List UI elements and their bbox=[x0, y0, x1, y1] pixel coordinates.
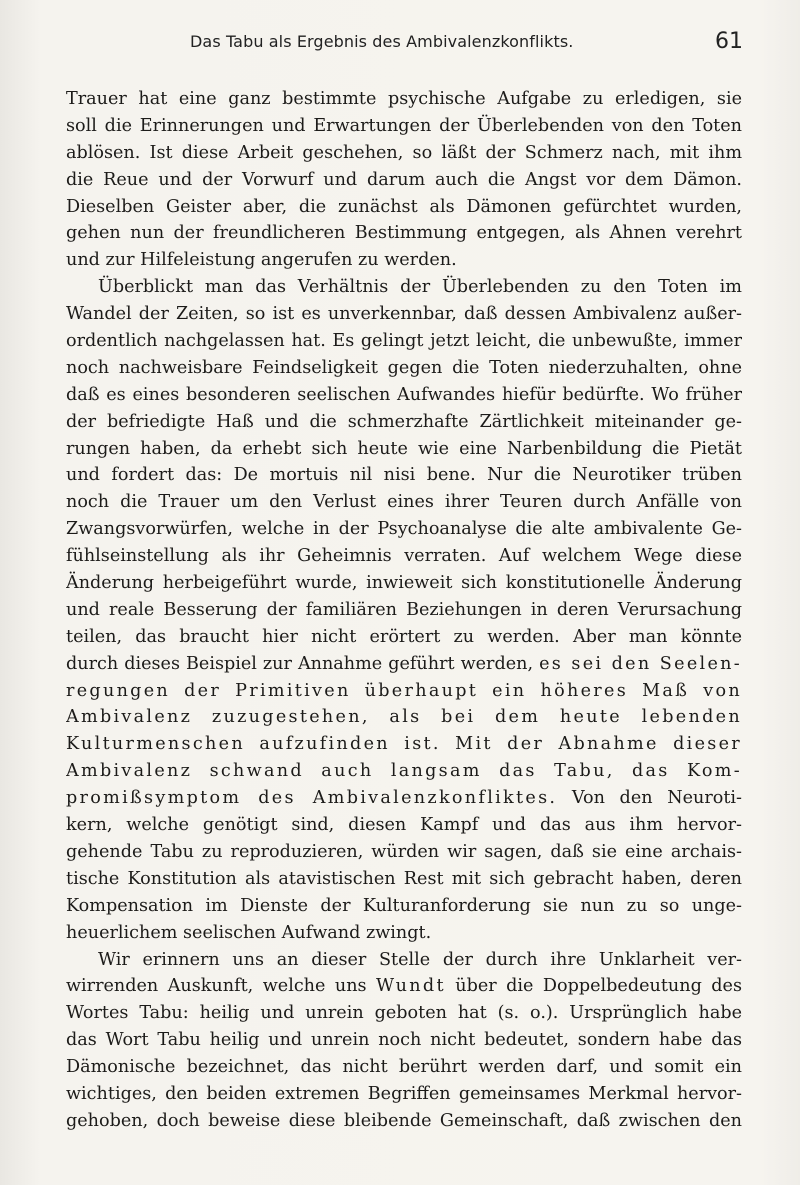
text-line bbox=[66, 1054, 742, 1081]
emphasized-text: es sei den Seelen- bbox=[539, 653, 742, 674]
body-text bbox=[66, 86, 742, 1135]
text-line bbox=[66, 758, 742, 785]
emphasized-text: promißsymptom des Ambivalenzkonfliktes. bbox=[66, 788, 558, 809]
text-line bbox=[66, 436, 742, 463]
text-line bbox=[66, 731, 742, 758]
page-number: 61 bbox=[715, 29, 743, 54]
line-text: ablösen. Ist diese Arbeit geschehen, so läßt der Schmerz nach, mit ihm bbox=[66, 142, 742, 163]
text-line bbox=[66, 489, 742, 516]
line-text: kern, welche genötigt sind, diesen Kampf und das aus ihm hervor- bbox=[66, 815, 742, 836]
text-line bbox=[66, 651, 742, 678]
line-text: fühlseinstellung als ihr Geheimnis verraten. Auf welchem Wege diese bbox=[66, 546, 742, 567]
text-line bbox=[66, 1108, 742, 1135]
line-text: Kompensation im Dienste der Kulturanforderung sie nun zu so unge- bbox=[66, 895, 742, 916]
page-header bbox=[70, 29, 743, 62]
text-line bbox=[66, 893, 742, 920]
text-line bbox=[66, 543, 742, 570]
text-line bbox=[66, 704, 742, 731]
line-text: teilen, das braucht hier nicht erörtert zu werden. Aber man könnte bbox=[66, 626, 742, 647]
text-line bbox=[66, 355, 742, 382]
line-text: daß es eines besonderen seelischen Aufwandes hiefür bedürfte. Wo früher bbox=[66, 384, 742, 405]
text-line bbox=[66, 516, 742, 543]
text-line bbox=[66, 1081, 742, 1108]
line-text: wirrenden Auskunft, welche uns bbox=[66, 976, 367, 997]
line-text: noch nachweisbare Feindseligkeit gegen die Toten niederzuhalten, ohne bbox=[66, 357, 742, 378]
text-line bbox=[66, 947, 742, 974]
line-text: und fordert das: De mortuis nil nisi bene. Nur die Neurotiker trüben bbox=[66, 465, 742, 486]
text-line bbox=[66, 409, 742, 436]
line-text: und zur Hilfeleistung angerufen zu werden. bbox=[66, 250, 457, 271]
text-line bbox=[66, 113, 742, 140]
line-text: tische Konstitution als atavistischen Rest mit sich gebracht haben, deren bbox=[66, 868, 742, 889]
line-text: Überblickt man das Verhältnis der Überlebenden zu den Toten im bbox=[98, 277, 742, 298]
line-text: Wortes Tabu: heilig und unrein geboten hat (s. o.). Ursprünglich habe bbox=[66, 1003, 742, 1024]
text-line bbox=[66, 274, 742, 301]
line-text: heuerlichem seelischen Aufwand zwingt. bbox=[66, 922, 432, 943]
text-line bbox=[66, 597, 742, 624]
line-text: Wir erinnern uns an dieser Stelle der durch ihre Unklarheit ver- bbox=[98, 949, 742, 970]
line-text: der befriedigte Haß und die schmerzhafte Zärtlichkeit miteinander ge- bbox=[66, 411, 742, 432]
text-line bbox=[66, 866, 742, 893]
text-line bbox=[66, 812, 742, 839]
running-title: Das Tabu als Ergebnis des Ambivalenzkonflikts. bbox=[190, 32, 574, 51]
text-line bbox=[66, 328, 742, 355]
line-text: rungen haben, da erhebt sich heute wie eine Narbenbildung die Pietät bbox=[66, 438, 742, 459]
text-line bbox=[66, 167, 742, 194]
text-line bbox=[66, 86, 742, 113]
emphasized-text: regungen der Primitiven überhaupt ein höheres Maß von bbox=[66, 680, 742, 701]
text-line bbox=[66, 1027, 742, 1054]
line-text: die Reue und der Vorwurf und darum auch die Angst vor dem Dämon. bbox=[66, 169, 742, 190]
line-text: gehoben, doch beweise diese bleibende Gemeinschaft, daß zwischen den bbox=[66, 1110, 742, 1131]
text-line bbox=[66, 839, 742, 866]
text-line bbox=[66, 382, 742, 409]
text-line bbox=[66, 1000, 742, 1027]
text-line bbox=[66, 247, 742, 274]
text-line bbox=[66, 785, 742, 812]
text-line bbox=[66, 462, 742, 489]
text-line bbox=[66, 624, 742, 651]
emphasized-text: Kulturmenschen aufzufinden ist. Mit der Abnahme dieser bbox=[66, 734, 742, 755]
line-text: Dieselben Geister aber, die zunächst als Dämonen gefürchtet wurden, bbox=[66, 196, 742, 217]
text-line bbox=[66, 194, 742, 221]
line-text: das Wort Tabu heilig und unrein noch nicht bedeutet, sondern habe das bbox=[66, 1030, 742, 1051]
text-line bbox=[66, 140, 742, 167]
line-text: wichtiges, den beiden extremen Begriffen gemeinsames Merkmal hervor- bbox=[66, 1083, 742, 1104]
emphasized-text: Ambivalenz schwand auch langsam das Tabu, das Kom- bbox=[66, 761, 742, 782]
line-text: gehen nun der freundlicheren Bestimmung entgegen, als Ahnen verehrt bbox=[66, 223, 742, 244]
line-text: Dämonische bezeichnet, das nicht berührt werden darf, und somit ein bbox=[66, 1057, 742, 1078]
line-text: ordentlich nachgelassen hat. Es gelingt jetzt leicht, die unbewußte, immer bbox=[66, 331, 742, 352]
text-line bbox=[66, 920, 742, 947]
line-text: und reale Besserung der familiären Beziehungen in deren Verursachung bbox=[66, 599, 742, 620]
line-text: Wandel der Zeiten, so ist es unverkennbar, daß dessen Ambivalenz außer- bbox=[66, 304, 742, 325]
line-text: soll die Erinnerungen und Erwartungen der Überlebenden von den Toten bbox=[66, 115, 742, 136]
text-line bbox=[66, 301, 742, 328]
text-line bbox=[66, 220, 742, 247]
line-text: über die Doppelbedeutung des bbox=[455, 976, 742, 997]
text-line bbox=[66, 678, 742, 705]
text-line bbox=[66, 570, 742, 597]
line-text: Trauer hat eine ganz bestimmte psychische Aufgabe zu erledigen, sie bbox=[66, 89, 742, 109]
line-text: gehende Tabu zu reproduzieren, würden wir sagen, daß sie eine archais- bbox=[66, 841, 742, 862]
line-text: noch die Trauer um den Verlust eines ihrer Teuren durch Anfälle von bbox=[66, 492, 742, 513]
line-text: Von den Neuroti- bbox=[571, 788, 742, 809]
line-text: Änderung herbeigeführt wurde, inwieweit sich konstitutionelle Änderung bbox=[66, 573, 742, 594]
emphasized-text: Ambivalenz zuzugestehen, als bei dem heute lebenden bbox=[66, 707, 742, 728]
text-line bbox=[66, 973, 742, 1000]
emphasized-text: Wundt bbox=[376, 976, 446, 997]
line-text: Zwangsvorwürfen, welche in der Psychoanalyse die alte ambivalente Ge- bbox=[66, 519, 742, 540]
line-text: durch dieses Beispiel zur Annahme geführt werden, bbox=[66, 653, 534, 674]
